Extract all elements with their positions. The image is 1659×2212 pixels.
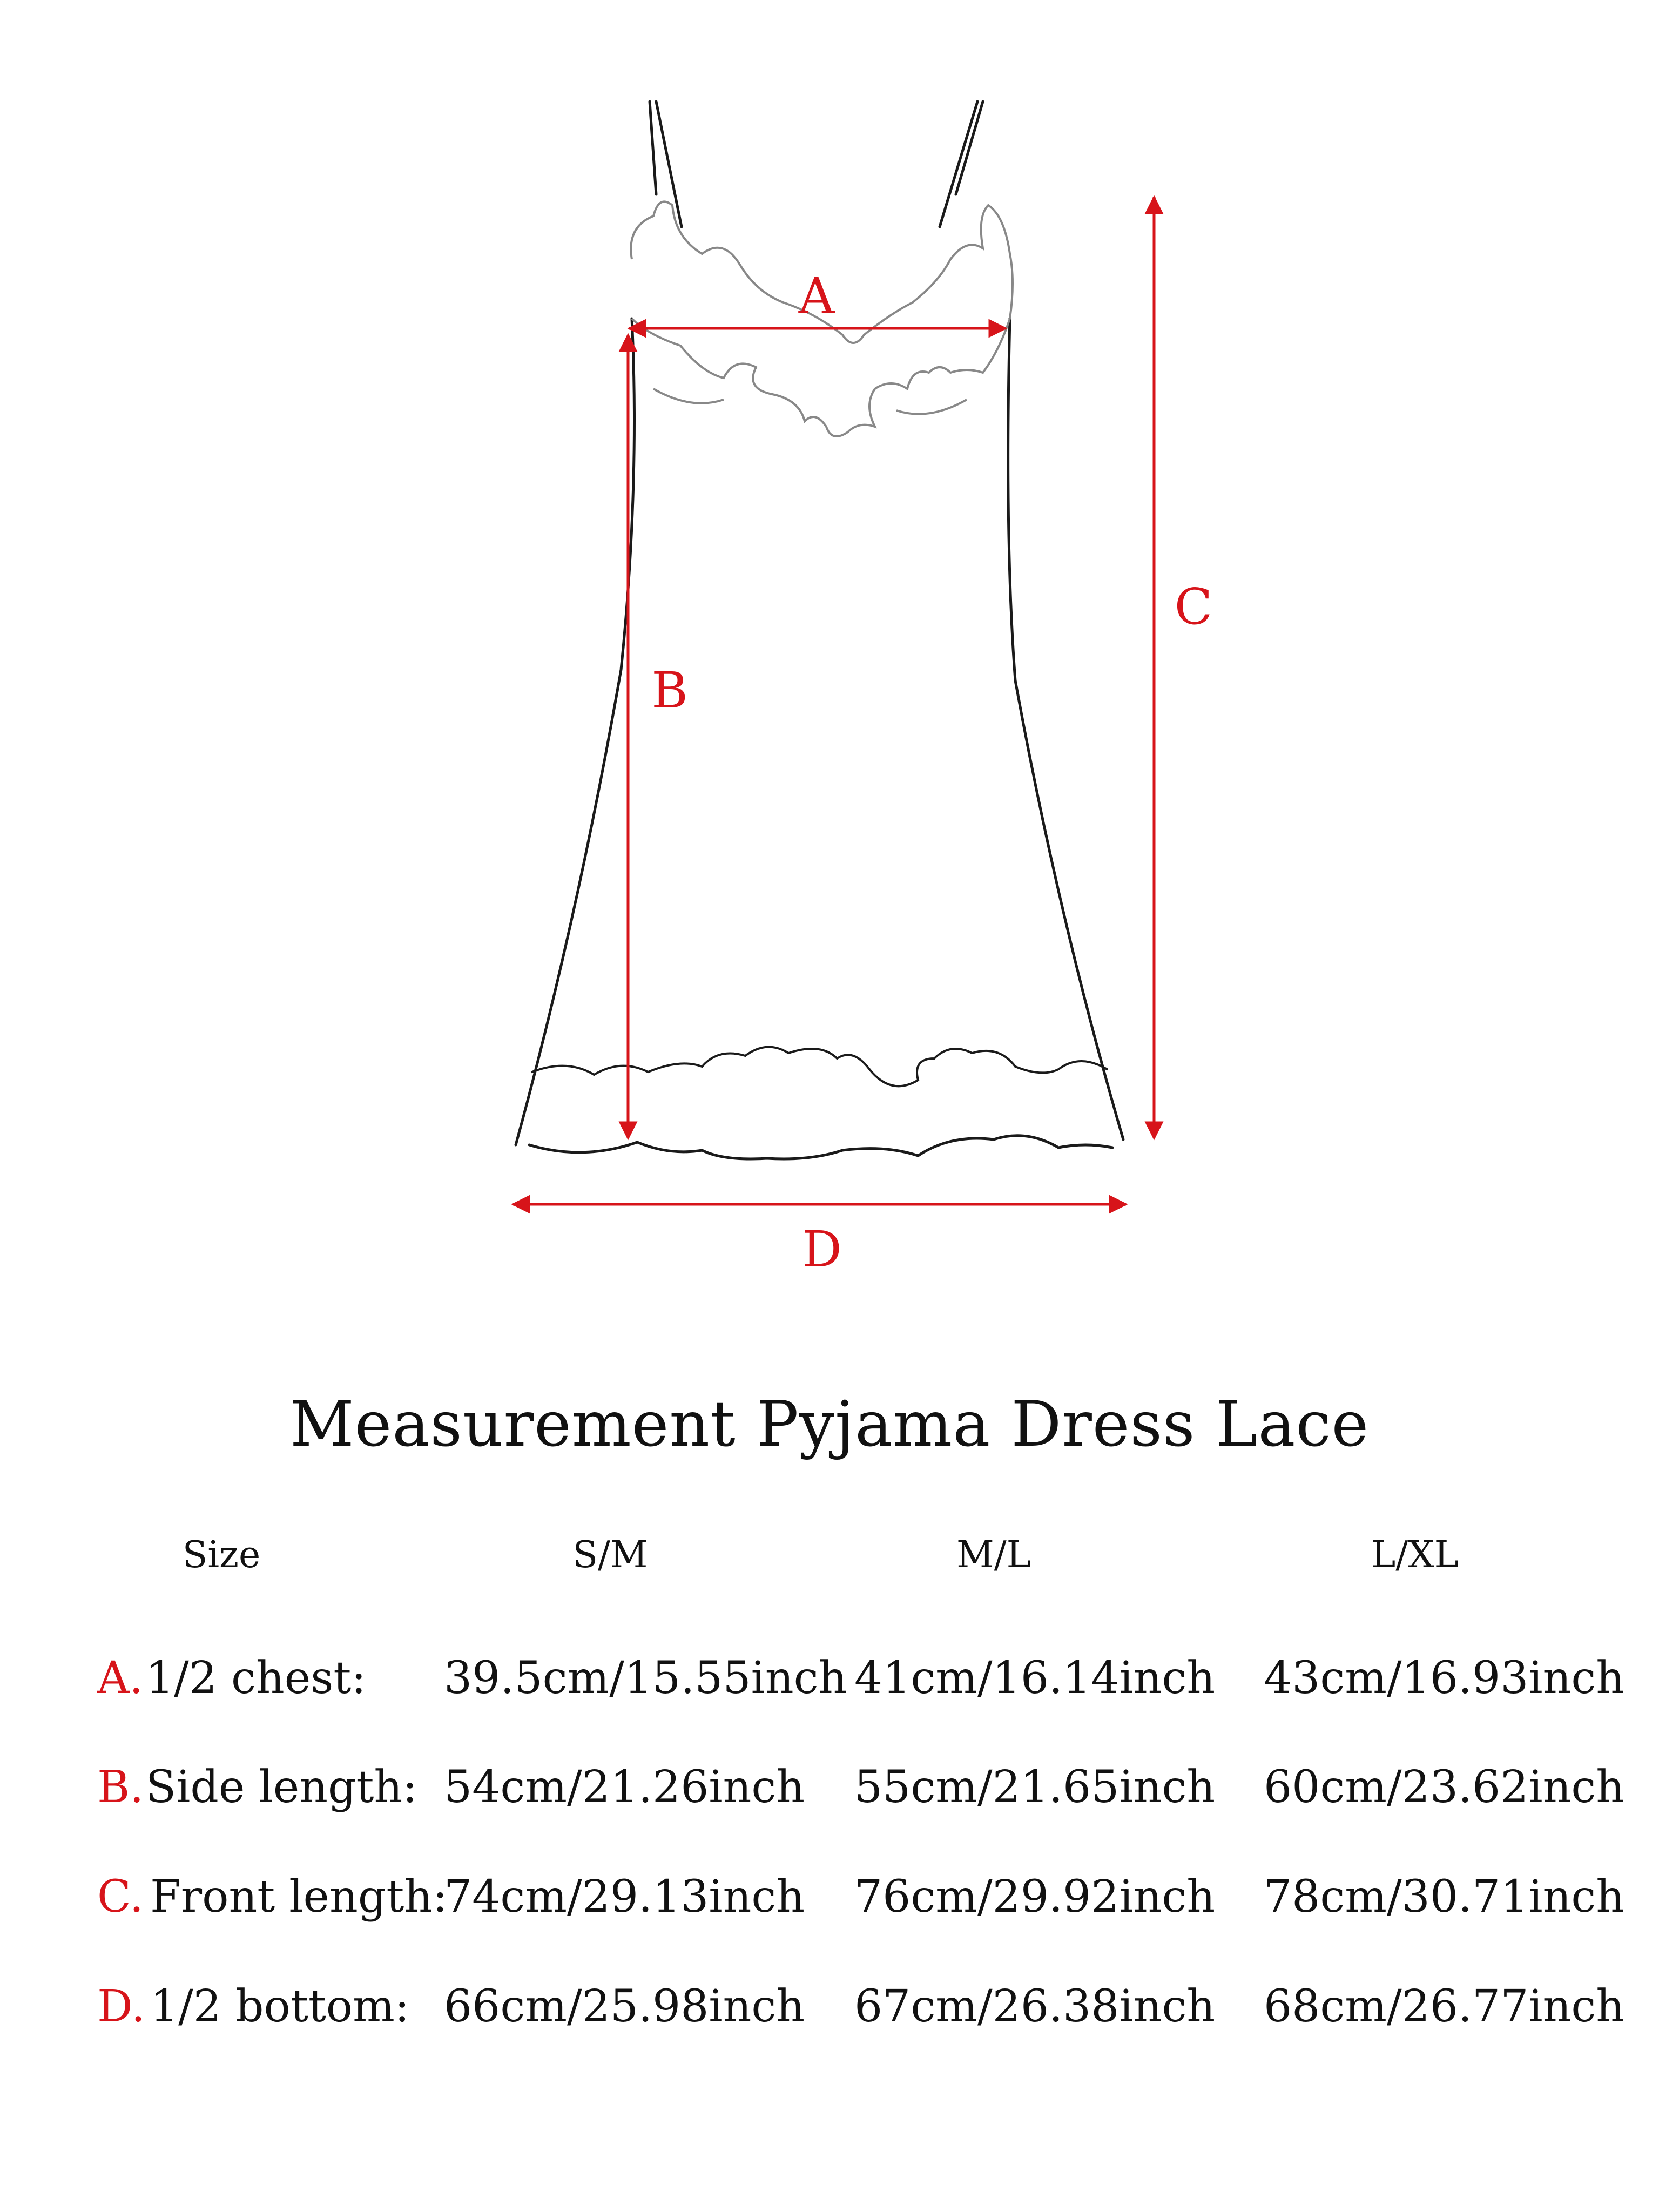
value-sm: 39.5cm/15.55inch bbox=[444, 1653, 847, 1704]
label-c: C bbox=[1174, 578, 1213, 636]
right-strap bbox=[940, 102, 983, 227]
value-lxl: 60cm/23.62inch bbox=[1264, 1762, 1625, 1813]
left-side-seam bbox=[516, 319, 635, 1145]
row-label: Side length: bbox=[146, 1762, 417, 1813]
value-lxl: 68cm/26.77inch bbox=[1264, 1981, 1625, 2032]
dimension-arrows bbox=[513, 197, 1154, 1204]
row-letter: A. bbox=[97, 1653, 144, 1704]
value-lxl: 78cm/30.71inch bbox=[1264, 1871, 1625, 1923]
value-sm: 66cm/25.98inch bbox=[444, 1981, 805, 2032]
hem-lace bbox=[532, 1047, 1107, 1087]
page-title: Measurement Pyjama Dress Lace bbox=[289, 1388, 1370, 1461]
row-label: 1/2 chest: bbox=[146, 1653, 366, 1704]
table-row-c bbox=[0, 1871, 1659, 1931]
value-sm: 74cm/29.13inch bbox=[444, 1871, 805, 1923]
header-sm: S/M bbox=[572, 1534, 648, 1576]
label-b: B bbox=[651, 662, 688, 719]
header-size: Size bbox=[182, 1534, 261, 1576]
label-d: D bbox=[802, 1220, 842, 1278]
dress-outline bbox=[516, 102, 1123, 1159]
value-ml: 55cm/21.65inch bbox=[854, 1762, 1216, 1813]
value-ml: 76cm/29.92inch bbox=[854, 1871, 1216, 1923]
value-ml: 67cm/26.38inch bbox=[854, 1981, 1216, 2032]
value-sm: 54cm/21.26inch bbox=[444, 1762, 805, 1813]
left-strap bbox=[650, 102, 682, 227]
row-letter: D. bbox=[97, 1981, 145, 2032]
hem bbox=[529, 1136, 1112, 1159]
header-lxl: L/XL bbox=[1371, 1534, 1459, 1576]
value-ml: 41cm/16.14inch bbox=[854, 1653, 1216, 1704]
label-a: A bbox=[798, 267, 835, 325]
table-row-b bbox=[0, 1762, 1659, 1821]
row-letter: C. bbox=[97, 1871, 144, 1923]
right-side-seam bbox=[1008, 319, 1123, 1139]
table-row-a bbox=[0, 1653, 1659, 1712]
row-label: 1/2 bottom: bbox=[150, 1981, 410, 2032]
header-ml: M/L bbox=[956, 1534, 1031, 1576]
row-letter: B. bbox=[97, 1762, 144, 1813]
table-row-d bbox=[0, 1981, 1659, 2040]
value-lxl: 43cm/16.93inch bbox=[1264, 1653, 1625, 1704]
row-label: Front length: bbox=[150, 1871, 448, 1923]
